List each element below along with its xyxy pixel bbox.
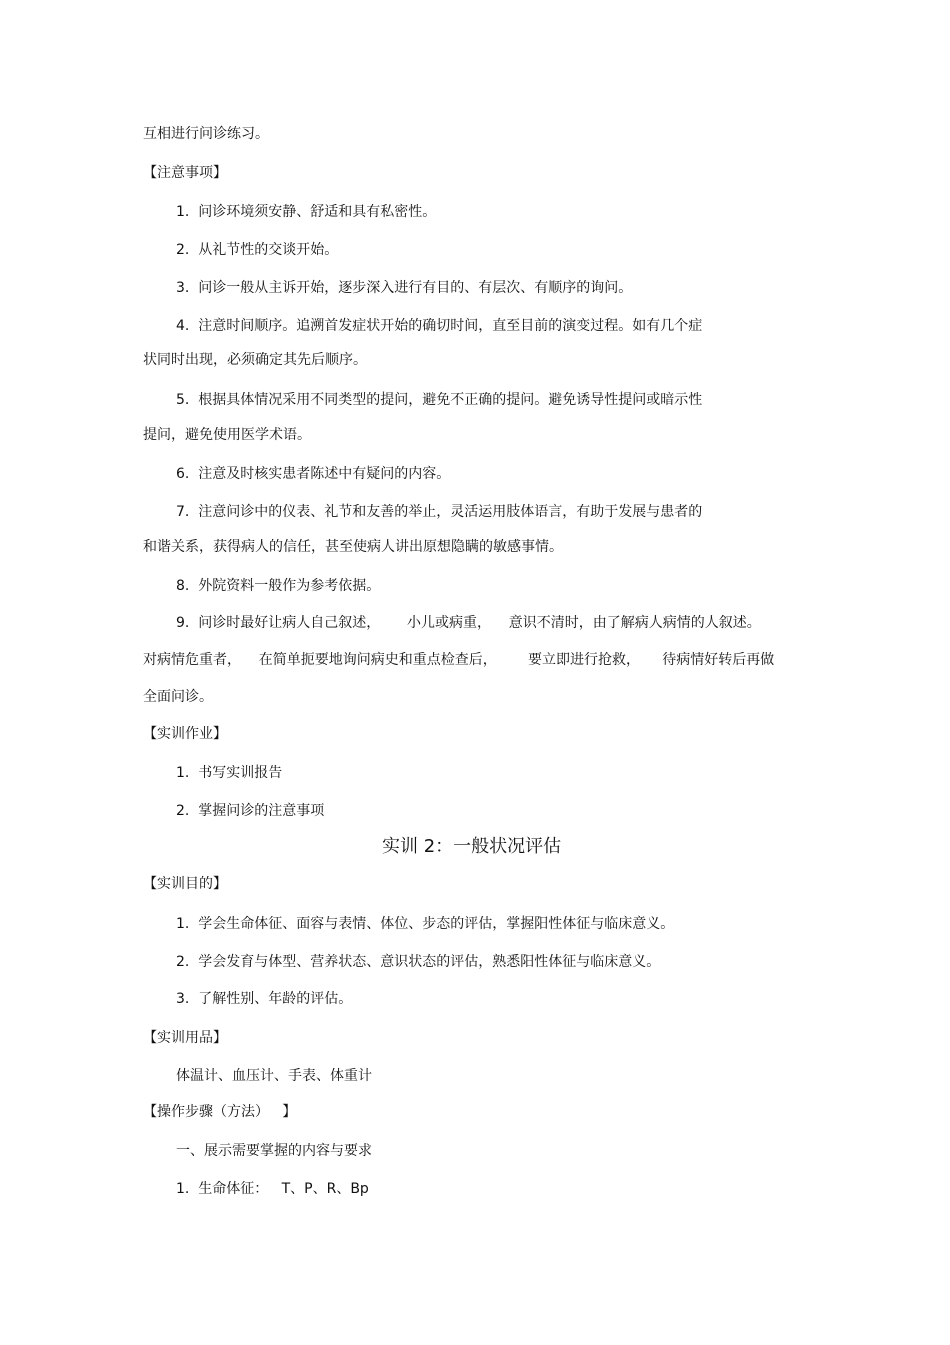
- notes-heading: 【注意事项】: [143, 165, 227, 181]
- supplies-list: 体温计、血压计、手表、体重计: [176, 1068, 372, 1084]
- note-item-2: 2. 从礼节性的交谈开始。: [176, 242, 339, 258]
- note-item-8: 8. 外院资料一般作为参考依据。: [176, 578, 381, 594]
- steps-item-2: 1. 生命体征： T、P、R、Bp: [176, 1181, 369, 1197]
- objectives-heading: 【实训目的】: [143, 876, 227, 892]
- note-item-5-cont: 提问，避免使用医学术语。: [143, 427, 311, 443]
- steps-item-1: 一、展示需要掌握的内容与要求: [176, 1143, 372, 1159]
- note-item-4: 4. 注意时间顺序。追溯首发症状开始的确切时间，直至目前的演变过程。如有几个症: [176, 318, 703, 334]
- homework-item-2: 2. 掌握问诊的注意事项: [176, 803, 325, 819]
- note-item-4-cont: 状同时出现，必须确定其先后顺序。: [143, 352, 367, 368]
- note-item-5: 5. 根据具体情况采用不同类型的提问，避免不正确的提问。避免诱导性提问或暗示性: [176, 392, 703, 408]
- homework-heading: 【实训作业】: [143, 726, 227, 742]
- note-item-9-cont: 对病情危重者， 在简单扼要地询问病史和重点检查后， 要立即进行抢救， 待病情好转后再做: [143, 652, 775, 668]
- objective-item-2: 2. 学会发育与体型、营养状态、意识状态的评估，熟悉阳性体征与临床意义。: [176, 954, 661, 970]
- homework-item-1: 1. 书写实训报告: [176, 765, 283, 781]
- note-item-1: 1. 问诊环境须安静、舒适和具有私密性。: [176, 204, 437, 220]
- intro-text: 互相进行问诊练习。: [143, 126, 269, 142]
- note-item-6: 6. 注意及时核实患者陈述中有疑问的内容。: [176, 466, 451, 482]
- objective-item-1: 1. 学会生命体征、面容与表情、体位、步态的评估，掌握阳性体征与临床意义。: [176, 916, 675, 932]
- note-item-3: 3. 问诊一般从主诉开始，逐步深入进行有目的、有层次、有顺序的询问。: [176, 280, 633, 296]
- section-title: 实训 2：一般状况评估: [382, 836, 562, 857]
- note-item-7: 7. 注意问诊中的仪表、礼节和友善的举止，灵活运用肢体语言，有助于发展与患者的: [176, 504, 703, 520]
- objective-item-3: 3. 了解性别、年龄的评估。: [176, 991, 353, 1007]
- supplies-heading: 【实训用品】: [143, 1030, 227, 1046]
- steps-heading: 【操作步骤（方法） 】: [143, 1104, 297, 1120]
- note-item-9-end: 全面问诊。: [143, 689, 213, 705]
- note-item-7-cont: 和谐关系，获得病人的信任，甚至使病人讲出原想隐瞒的敏感事情。: [143, 539, 563, 555]
- note-item-9: 9. 问诊时最好让病人自己叙述， 小儿或病重， 意识不清时，由了解病人病情的人叙述。: [176, 615, 761, 631]
